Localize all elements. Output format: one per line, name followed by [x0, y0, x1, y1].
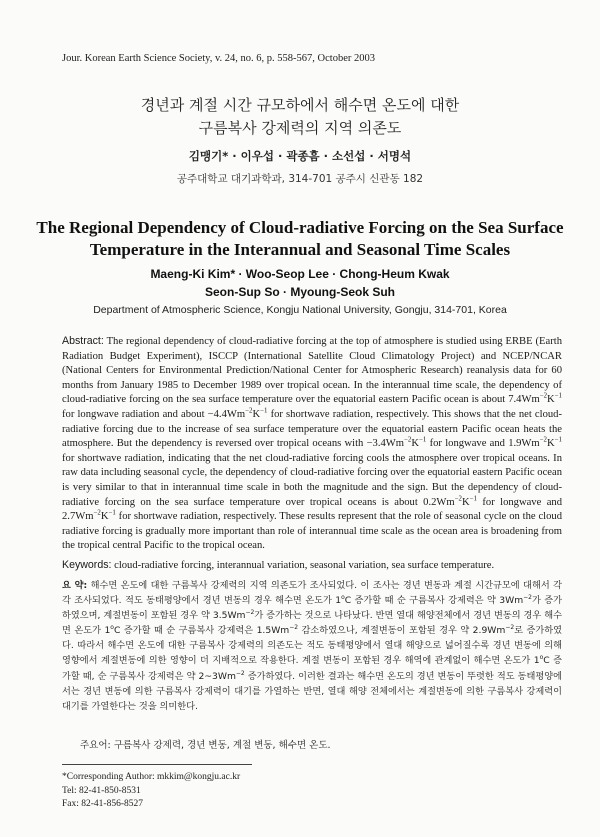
- superscript: −2: [93, 509, 101, 517]
- footnote-fax: Fax: 82-41-856-8527: [62, 799, 144, 809]
- english-affiliation: Department of Atmospheric Science, Kongju National University, Gongju, 314-701, Korea: [93, 304, 507, 316]
- korean-abstract-text: 해수면 온도에 대한 구름복사 강제력의 지역 의존도가 조사되었다. 이 조사는 경년 변동과 계절 시간규모에 대해서 각각 조사되었다. 적도 동태평양에서 경년 변동의 경우 해수면 온도가 1: [62, 580, 563, 607]
- keywords: [62, 559, 562, 571]
- footnote: [62, 771, 240, 812]
- superscript: −2: [505, 624, 515, 632]
- superscript: −1: [469, 495, 477, 502]
- superscript: −1: [419, 436, 427, 444]
- superscript: o: [341, 594, 345, 602]
- superscript: −2: [289, 624, 299, 632]
- korean-abstract-text: C 증가할 때 순 구름복사 강제력은 약 3Wm: [344, 595, 524, 607]
- superscript: −2: [454, 495, 462, 502]
- abstract-text: K: [252, 408, 261, 420]
- superscript: −1: [554, 392, 562, 400]
- abstract: [62, 334, 562, 554]
- abstract-text: for longwave radiation and about −4.4Wm: [62, 408, 246, 420]
- english-title-line2: Temperature in the Interannual and Seasonal Time Scales: [89, 240, 511, 259]
- superscript: −1: [108, 509, 116, 517]
- footnote-divider: [62, 764, 252, 765]
- abstract-text: K: [547, 394, 555, 406]
- superscript: −2: [245, 407, 253, 415]
- abstract-text: K: [462, 496, 470, 508]
- english-authors-line1: Maeng-Ki Kim* · Woo-Seop Lee · Chong-Heum Kwak: [150, 267, 450, 281]
- journal-header: Jour. Korean Earth Science Society, v. 24, no. 6, p. 558-567, October 2003: [62, 53, 375, 64]
- superscript: o: [110, 624, 114, 632]
- korean-abstract: [62, 578, 562, 714]
- korean-abstract-text: 가 증가하는 것으로 나타났다. 반면 열대 해양전체에서 경년 변동의 경우 해수면 온도가 1: [62, 610, 562, 637]
- abstract-text: for shortwave radiation, respectively. These results represent that the role of seasonal cycle on the cloud radiative forcing is gradually more important than role of interannual time scale as the ocean area is broadening from the tropical central Pacific to the tropical ocean.: [62, 511, 562, 552]
- korean-affiliation: 공주대학교 대기과학과, 314-701 공주시 신관동 182: [176, 173, 424, 185]
- superscript: −2: [539, 392, 548, 400]
- keywords-label: Keywords:: [62, 559, 112, 571]
- superscript: o: [539, 654, 544, 662]
- korean-title-line2: 구름복사 강제력의 지역 의존도: [198, 119, 402, 137]
- superscript: −2: [235, 669, 245, 677]
- english-authors: [0, 265, 600, 301]
- superscript: −2: [245, 609, 255, 617]
- english-authors-line2: Seon-Sup So · Myoung-Seok Suh: [205, 285, 395, 299]
- korean-title-line1: 경년과 계절 시간 규모하에서 해수면 온도에 대한: [140, 96, 460, 114]
- abstract-label: Abstract:: [62, 335, 104, 347]
- korean-keywords-label: 주요어:: [80, 740, 111, 751]
- korean-keywords-text: 구름복사 강제력, 경년 변동, 계절 변동, 해수면 온도.: [110, 740, 331, 751]
- superscript: −2: [539, 436, 547, 444]
- korean-abstract-label: 요 약:: [62, 580, 88, 591]
- abstract-text: K: [411, 438, 420, 450]
- abstract-text: for shortwave radiation, respectively. This shows that the net cloud-radiative forcing due to the increase of sea surface temperature over the equatorial eastern Pacific ocean heats the atmosphere. But the dependency is reversed over tropical oceans with −3.4Wm: [62, 408, 562, 450]
- superscript: −1: [554, 436, 562, 444]
- abstract-text: The regional dependency of cloud-radiative forcing at the top of atmosphere is studied using ERBE (Earth Radiation Budget Experiment), ISCCP (International Satellite Cloud Climatology Project) and NCEP/NCAR (National Centers for Environmental Prediction/National Center for Atmospheric Research) reanalysis data for 60 months from January 1985 to December 1989 over tropical ocean. In the interannual time scale, the dependency of cloud-radiative forcing on the sea surface temperature over the equatorial eastern Pacific ocean is about 7.4Wm: [62, 336, 562, 406]
- abstract-text: for shortwave radiation, indicating that the net cloud-radiative forcing cools the atmosphere over tropical oceans. In raw data including seasonal cycle, the dependency of cloud-radiative forcing over the equatorial eastern Pacific ocean is very similar to that in interannual time scale in both the magnitude and the sign. But the dependency of cloud-radiative forcing on the sea surface temperature over tropical oceans is about 0.2Wm: [62, 452, 562, 508]
- superscript: −1: [260, 407, 268, 415]
- superscript: −2: [404, 436, 412, 444]
- abstract-text: K: [547, 438, 555, 450]
- korean-abstract-text: C 증가할 때 순 구름복사 강제력은 1.5Wm: [113, 625, 290, 637]
- abstract-text: K: [100, 511, 109, 523]
- korean-keywords: [80, 737, 331, 751]
- abstract-text: for longwave and 1.9Wm: [426, 438, 540, 450]
- superscript: −2: [523, 594, 532, 602]
- keywords-text: cloud-radiative forcing, interannual variation, seasonal variation, sea surface temperature.: [111, 560, 495, 571]
- footnote-tel: Tel: 82-41-850-8531: [62, 785, 141, 796]
- abstract-text: for longwave and 2.7Wm: [62, 496, 562, 523]
- korean-abstract-text: 감소하였으나, 계절변동이 포함된 경우 약 2.9Wm: [298, 625, 506, 637]
- korean-title: [0, 94, 600, 140]
- footnote-author-email: *Corresponding Author: mkkim@kongju.ac.kr: [62, 772, 241, 782]
- korean-authors: 김맹기* · 이우섭 · 곽종흠 · 소선섭 · 서명석: [188, 149, 412, 163]
- english-title-line1: The Regional Dependency of Cloud-radiative Forcing on the Sea Surface: [36, 218, 564, 237]
- korean-abstract-text: C 증가할 때, 순 구름복사 강제력은 약 2~3Wm: [62, 655, 563, 682]
- korean-abstract-text: 가 증가하였으며, 계절변동이 포함된 경우 약 3.5Wm: [62, 595, 562, 622]
- english-title: [30, 217, 570, 261]
- korean-abstract-text: 로 증가하였다. 따라서 해수면 온도에 대한 구름복사 강제력의 의존도는 적도 동태평양에서 열대 해양으로 넓어질수록 경년 변동에 의해 영향에서 계절변동에 의한 영향이 더 지배적으로 작용한다. 계절 변동이 포함된 경우 해역에 관계없이 해수면 온도가 1: [62, 625, 563, 667]
- korean-abstract-text: 증가하였다. 이러한 결과는 해수면 온도의 경년 변동이 뚜렷한 적도 동태평양에서는 경년 변동에 의한 구름복사 강제력이 대기를 가열하는 반면, 열대 해양 전체에서는 계절변동에 의한 구름복사 강제력이 대기를 가열한다는 것을 의미한다.: [62, 670, 562, 712]
